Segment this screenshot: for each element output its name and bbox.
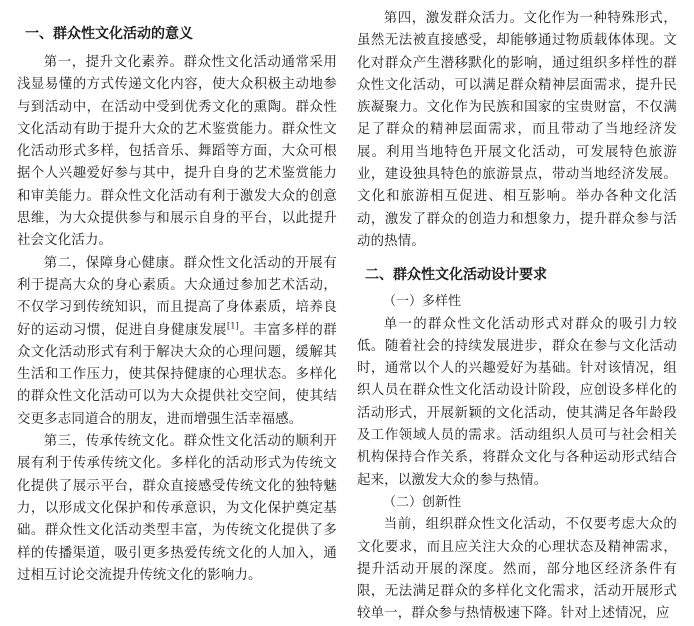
paragraph-diversity: 单一的群众性文化活动形式对群众的吸引力较低。随着社会的持续发展进步，群众在参与文化活动时，通常以个人的兴趣爱好为基础。针对该情况，组织人员在群众性文化活动设计阶段，应创设多样化的活动形式，开展新颖的文化活动，使其满足各年龄段及工作领域人员的需求。活动组织人员可与社会相关机构保持合作关系，将群众文化与各种运动形式结合起来，以激发大众的参与热情。: [357, 316, 677, 488]
citation-ref: [1]: [227, 321, 239, 331]
subheading-diversity: （一）多样性: [383, 294, 462, 310]
paragraph-culture-literacy: 第一，提升文化素养。群众性文化活动通常采用浅显易懂的方式传递文化内容，使大众积极主动地参与到活动中，在活动中受到优秀文化的熏陶。群众性文化活动有助于提升大众的艺术鉴赏能力。群众性文化活动形式多样，包括音乐、舞蹈等方面，大众可根据个人兴趣爱好参与其中，提升自身的艺术鉴赏能力和审美能力。群众性文化活动有利于激发大众的创意思维，为大众提供参与和展示自身的平台，以此提升社会文化活力。: [17, 55, 337, 249]
section-heading-design-requirements: 二、群众性文化活动设计要求: [365, 267, 547, 284]
paragraph-health-text-a: 第二，保障身心健康。群众性文化活动的开展有利于提高大众的身心素质。大众通过参加艺术活动，不仅学习到传统知识，而且提高了身体素质，培养良好的运动习惯，促进自身健康发展: [17, 255, 337, 338]
paragraph-tradition: 第三，传承传统文化。群众性文化活动的顺利开展有利于传承传统文化。多样化的活动形式为传统文化提供了展示平台，群众直接感受传统文化的独特魅力，以形成文化保护和传承意识，为文化保护奠定基础。群众性文化活动类型丰富，为传统文化提供了多样的传播渠道，吸引更多热爱传统文化的人加入，通过相互讨论交流提升传统文化的影响力。: [17, 434, 337, 583]
paragraph-health-text-b: 。丰富多样的群众文化活动形式有利于解决大众的心理问题，缓解其生活和工作压力，使其保持健康的心理状态。多样化的群众性文化活动可以为大众提供社交空间，使其结交更多志同道合的朋友，进而增强生活幸福感。: [17, 322, 338, 427]
subheading-innovation: （二）创新性: [383, 494, 462, 510]
paragraph-health: [17, 253, 337, 431]
left-column: [17, 8, 337, 587]
paragraph-innovation: 当前，组织群众性文化活动，不仅要考虑大众的文化要求，而且应关注大众的心理状态及精神需求，提升活动开展的深度。然而，部分地区经济条件有限，无法满足群众的多样化文化需求，活动开展形式较单一，群众参与热情极速下降。针对上述情况，应: [357, 517, 677, 622]
right-column: [357, 8, 677, 626]
paragraph-vitality: 第四，激发群众活力。文化作为一种特殊形式，虽然无法被直接感受，却能够通过物质载体体现。文化对群众产生潜移默化的影响，通过组织多样性的群众性文化活动，可以满足群众精神层面需求，提升民族凝聚力。文化作为民族和国家的宝贵财富，不仅满足了群众的精神层面需求，而且带动了当地经济发展。利用当地特色开展文化活动，可发展特色旅游业，建设独具特色的旅游景点，带动当地经济发展。文化和旅游相互促进、相互影响。举办各种文化活动，激发了群众的创造力和想象力，提升群众参与活动的热情。: [357, 11, 677, 249]
section-heading-significance: 一、群众性文化活动的意义: [25, 26, 193, 42]
